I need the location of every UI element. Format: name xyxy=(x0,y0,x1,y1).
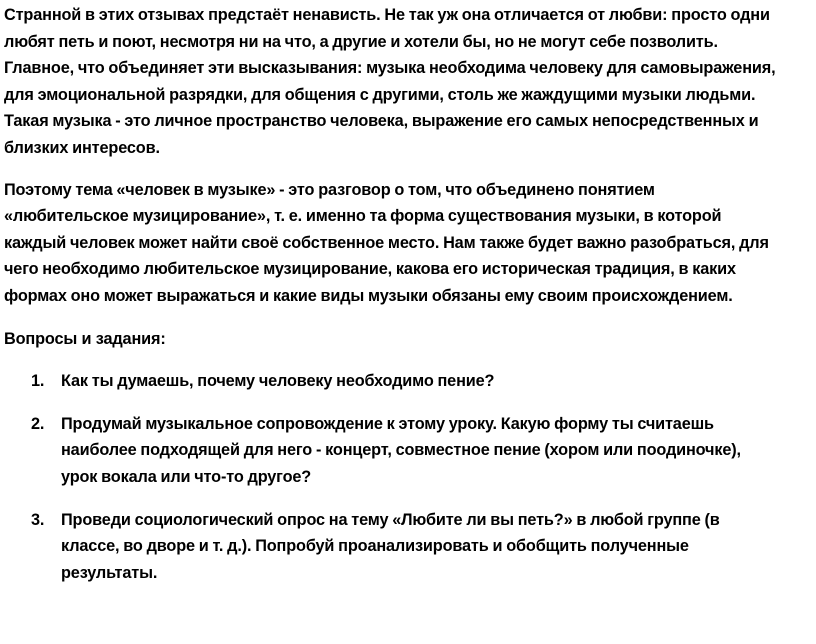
task-line: наиболее подходящей для него - концерт, совместное пение (хором или поодиночке), xyxy=(61,441,741,460)
paragraph-2-line: каждый человек может найти своё собственное место. Нам также будет важно разобраться, для xyxy=(4,233,769,252)
paragraph-1-line: любят петь и поют, несмотря ни на что, а другие и хотели бы, но не могут себе позволить. xyxy=(4,32,718,51)
paragraph-1-line: Такая музыка - это личное пространство человека, выражение его самых непосредственных и xyxy=(4,112,759,131)
paragraph-1-line: Главное, что объединяет эти высказывания: музыка необходима человеку для самовыражения, xyxy=(4,59,776,78)
task-item xyxy=(4,368,814,395)
questions-heading: Вопросы и задания: xyxy=(4,329,166,348)
task-line: классе, во дворе и т. д.). Попробуй проанализировать и обобщить полученные xyxy=(61,537,689,556)
task-item xyxy=(4,411,814,491)
paragraph-2-line: формах оно может выражаться и какие виды музыки обязаны ему своим происхождением. xyxy=(4,286,733,305)
paragraph-1-line: для эмоциональной разрядки, для общения с другими, столь же жаждущими музыки людьми. xyxy=(4,85,756,104)
paragraph-2-line: «любительское музицирование», т. е. именно та форма существования музыки, в которой xyxy=(4,207,722,226)
paragraph-2 xyxy=(4,177,814,310)
paragraph-1-line: Странной в этих отзывах предстаёт ненависть. Не так уж она отличается от любви: просто одни xyxy=(4,6,770,24)
paragraph-1-line: близких интересов. xyxy=(4,138,160,157)
task-number: 3. xyxy=(31,510,45,529)
task-line: Проведи социологический опрос на тему «Любите ли вы петь?» в любой группе (в xyxy=(61,510,720,529)
task-line: урок вокала или что-то другое? xyxy=(61,467,312,486)
paragraph-1 xyxy=(4,2,814,162)
task-line: Как ты думаешь, почему человеку необходимо пение? xyxy=(61,372,495,391)
paragraph-2-line: Поэтому тема «человек в музыке» - это разговор о том, что объединено понятием xyxy=(4,180,655,199)
paragraph-2-line: чего необходимо любительское музицирование, какова его историческая традиция, в каких xyxy=(4,260,736,279)
task-list xyxy=(4,368,814,586)
task-line: Продумай музыкальное сопровождение к этому уроку. Какую форму ты считаешь xyxy=(61,414,714,433)
task-number: 1. xyxy=(31,372,45,391)
task-number: 2. xyxy=(31,414,45,433)
task-item xyxy=(4,507,814,587)
task-line: результаты. xyxy=(61,563,158,582)
